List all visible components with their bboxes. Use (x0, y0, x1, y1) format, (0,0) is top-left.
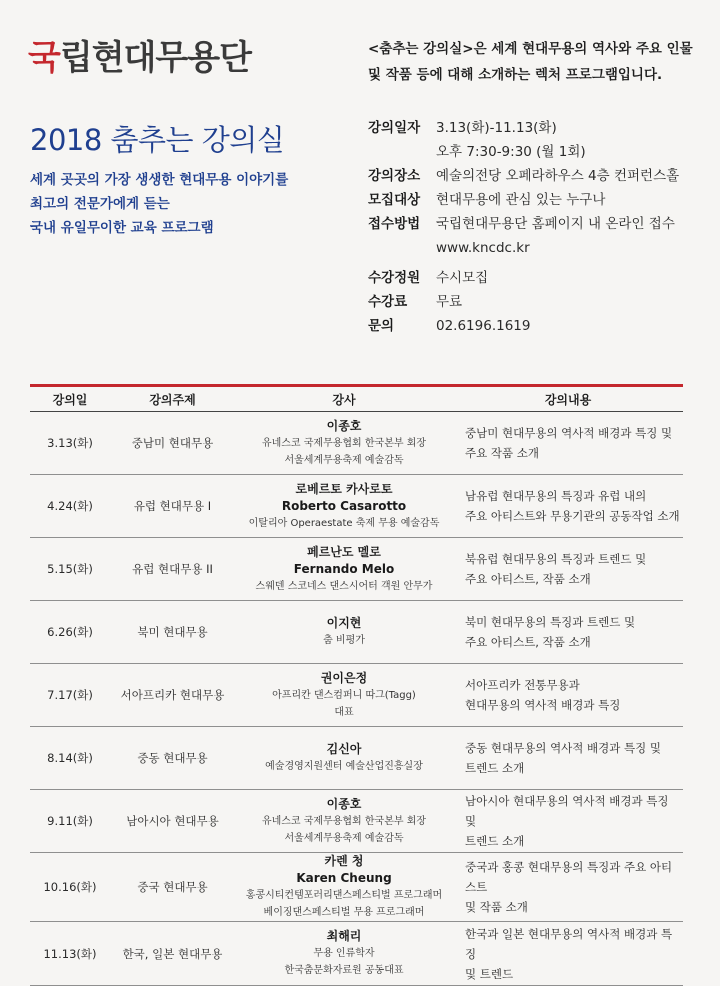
info-value: 국립현대무용단 홈페이지 내 온라인 접수 (436, 216, 675, 232)
table-row (30, 790, 683, 853)
lecturer-role: 이탈리아 Operaestate 축제 무용 예술감독 (248, 517, 440, 529)
cell-date: 11.13(화) (30, 922, 110, 986)
info-value: 3.13(화)-11.13(화) (436, 120, 557, 136)
cell-content (453, 922, 683, 986)
content-line: 중동 현대무용의 역사적 배경과 특징 및 (465, 741, 662, 755)
header-content: 강의내용 (453, 386, 683, 412)
cell-lecturer (235, 601, 453, 664)
content-line: 및 트렌드 (465, 966, 514, 981)
lecturer-role: 아프리칸 댄스컴퍼니 따그(Tagg) (272, 689, 416, 701)
cell-content (453, 727, 683, 790)
lecturer-role: 홍콩시티컨템포러리댄스페스티벌 프로그래머 (245, 890, 443, 901)
info-label: 강의일자 (368, 120, 421, 136)
info-row-fee (368, 290, 713, 314)
info-label: 수강료 (368, 294, 408, 310)
lecturer-role: 춤 비평가 (323, 635, 365, 646)
info-value: 예술의전당 오페라하우스 4층 컨퍼런스홀 (436, 168, 680, 184)
cell-date: 10.16(화) (30, 853, 110, 922)
table-row (30, 664, 683, 727)
lecturer-name: 카렌 청 (324, 854, 364, 868)
lecturer-role: 예술경영지원센터 예술산업진흥실장 (265, 761, 423, 772)
info-row-url (368, 236, 713, 260)
table-row (30, 538, 683, 601)
lecturer-name: 페르난도 멜로 (307, 544, 381, 559)
lecturer-role: 서울세계무용축제 예술감독 (284, 832, 404, 844)
info-label: 수강정원 (368, 270, 421, 286)
content-line: 주요 아티스트와 무용기관의 공동작업 소개 (465, 509, 680, 523)
cell-content (453, 853, 683, 922)
subtitle-line: 세계 곳곳의 가장 생생한 현대무용 이야기를 (30, 172, 289, 188)
subtitle (30, 168, 350, 240)
cell-content (453, 412, 683, 475)
lecturer-role: 대표 (334, 706, 354, 718)
info-url: www.kncdc.kr (436, 240, 530, 256)
lecturer-role: 유네스코 국제무용협회 한국본부 회장 (261, 437, 427, 449)
info-label: 접수방법 (368, 216, 421, 232)
cell-topic: 유럽 현대무용 II (110, 538, 235, 601)
table-row (30, 475, 683, 538)
cell-lecturer (235, 538, 453, 601)
info-value: 현대무용에 관심 있는 누구나 (436, 192, 606, 208)
content-line: 트렌드 소개 (465, 834, 525, 848)
lecturer-name-en: Karen Cheung (296, 871, 392, 885)
cell-topic: 남아시아 현대무용 (110, 790, 235, 853)
cell-content (453, 664, 683, 727)
cell-lecturer (235, 790, 453, 853)
table-header-row (30, 386, 683, 412)
cell-content (453, 601, 683, 664)
logo (28, 30, 251, 79)
info-value: 02.6196.1619 (436, 318, 531, 334)
logo-accent: 국 (28, 38, 60, 78)
lecturer-role: 서울세계무용축제 예술감독 (284, 454, 404, 466)
content-line: 주요 아티스트, 작품 소개 (465, 635, 591, 649)
info-row-dates (368, 116, 713, 140)
header-topic: 강의주제 (110, 386, 235, 412)
cell-content (453, 790, 683, 853)
content-line: 주요 아티스트, 작품 소개 (465, 572, 591, 586)
info-label: 문의 (368, 318, 395, 334)
page-title: 2018 춤추는 강의실 (30, 123, 285, 157)
info-value: 수시모집 (436, 270, 489, 286)
info-label: 모집대상 (368, 192, 421, 208)
table-row (30, 853, 683, 922)
lecturer-role: 무용 인류학자 (313, 948, 375, 959)
info-row-contact (368, 314, 713, 338)
lecturer-role: 베이징댄스페스티벌 무용 프로그래머 (263, 907, 425, 918)
content-line: 트렌드 소개 (465, 761, 525, 775)
header-lecturer: 강사 (235, 386, 453, 412)
content-line: 북미 현대무용의 특징과 트렌드 및 (465, 615, 636, 629)
cell-lecturer (235, 412, 453, 475)
content-line: 북유럽 현대무용의 특징과 트렌드 및 (465, 552, 647, 566)
info-value: 무료 (436, 294, 463, 310)
lecturer-name-en: Fernando Melo (293, 561, 395, 576)
lecturer-role: 유네스코 국제무용협회 한국본부 회장 (261, 815, 427, 827)
cell-date: 7.17(화) (30, 664, 110, 727)
content-line: 남유럽 현대무용의 특징과 유럽 내의 (465, 489, 647, 503)
content-line: 중남미 현대무용의 역사적 배경과 특징 및 (465, 426, 673, 440)
content-line: 현대무용의 역사적 배경과 특징 (465, 698, 621, 712)
intro-text: <춤추는 강의실>은 세계 현대무용의 역사와 주요 인물 및 작품 등에 대해 소개하는 렉처 프로그램입니다. (368, 41, 693, 83)
cell-topic: 중동 현대무용 (110, 727, 235, 790)
cell-date: 4.24(화) (30, 475, 110, 538)
info-row-capacity (368, 266, 713, 290)
content-line: 및 작품 소개 (465, 900, 528, 914)
info-value: 오후 7:30-9:30 (월 1회) (436, 144, 586, 160)
info-row-apply (368, 212, 713, 236)
lecturer-name: 이종호 (326, 796, 362, 811)
info-row-venue (368, 164, 713, 188)
table-row (30, 601, 683, 664)
lecturer-name: 이종호 (326, 418, 362, 433)
content-line: 서아프리카 전통무용과 (465, 678, 580, 692)
content-line: 주요 작품 소개 (465, 446, 539, 460)
header-date: 강의일 (30, 386, 110, 412)
subtitle-line: 국내 유일무이한 교육 프로그램 (30, 220, 214, 236)
cell-lecturer (235, 475, 453, 538)
schedule-body (30, 412, 683, 986)
lecturer-name: 최해리 (326, 929, 362, 943)
cell-topic: 북미 현대무용 (110, 601, 235, 664)
lecturer-role: 스웨덴 스코네스 댄스시어터 객원 안무가 (255, 580, 433, 592)
cell-content (453, 475, 683, 538)
cell-date: 6.26(화) (30, 601, 110, 664)
info-block (368, 116, 713, 338)
table-row (30, 922, 683, 986)
cell-lecturer (235, 664, 453, 727)
cell-date: 3.13(화) (30, 412, 110, 475)
info-row-time (368, 140, 713, 164)
cell-topic: 중남미 현대무용 (110, 412, 235, 475)
content-line: 한국과 일본 현대무용의 역사적 배경과 특징 (465, 926, 673, 961)
table-row (30, 412, 683, 475)
cell-topic: 중국 현대무용 (110, 853, 235, 922)
cell-content (453, 538, 683, 601)
content-line: 남아시아 현대무용의 역사적 배경과 특징 및 (465, 794, 669, 828)
table-row (30, 727, 683, 790)
logo-text: 립현대무용단 (59, 38, 251, 78)
lecturer-name: 이지현 (326, 616, 362, 630)
schedule-table (30, 384, 683, 986)
cell-topic: 한국, 일본 현대무용 (110, 922, 235, 986)
lecturer-name: 김신아 (326, 742, 362, 756)
lecturer-name-en: Roberto Casarotto (281, 498, 407, 513)
cell-topic: 서아프리카 현대무용 (110, 664, 235, 727)
cell-lecturer (235, 727, 453, 790)
info-label: 강의장소 (368, 168, 421, 184)
content-line: 중국과 홍콩 현대무용의 특징과 주요 아티스트 (465, 860, 673, 894)
cell-date: 9.11(화) (30, 790, 110, 853)
lecturer-role: 한국춤문화자료원 공동대표 (284, 965, 404, 976)
cell-lecturer (235, 853, 453, 922)
cell-date: 5.15(화) (30, 538, 110, 601)
lecturer-name: 권이은정 (320, 670, 368, 685)
info-row-target (368, 188, 713, 212)
cell-topic: 유럽 현대무용 I (110, 475, 235, 538)
cell-lecturer (235, 922, 453, 986)
subtitle-line: 최고의 전문가에게 듣는 (30, 196, 170, 212)
cell-date: 8.14(화) (30, 727, 110, 790)
lecturer-name: 로베르토 카사로토 (295, 481, 393, 496)
